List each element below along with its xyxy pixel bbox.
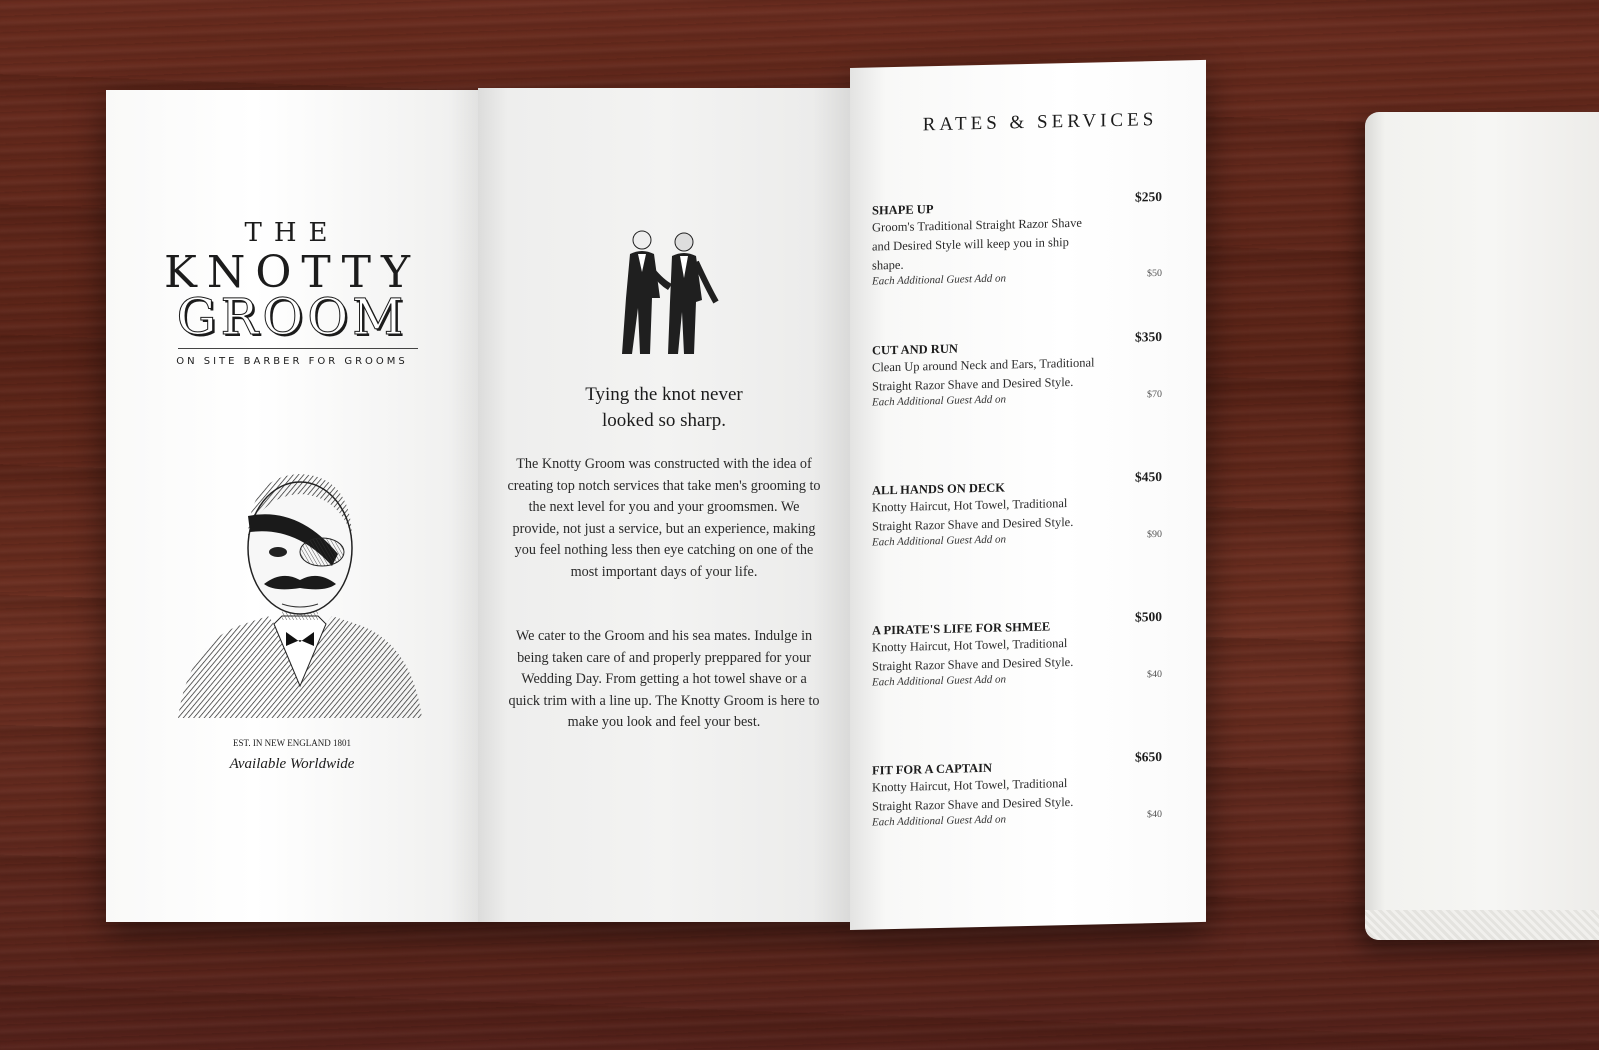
service-price: $500 [1135,608,1162,625]
headline-line2: looked so sharp. [601,410,726,431]
service-description: Knotty Haircut, Hot Towel, Traditional Straight Razor Shave and Desired Style. [872,496,1074,534]
service-addon-price: $40 [1147,808,1162,821]
service-item [872,608,1172,689]
brochure-rates-panel [850,60,1206,930]
handshake-illustration [612,228,722,356]
service-price: $350 [1135,328,1162,345]
service-description: Groom's Traditional Straight Razor Shave and Desired Style will keep you in ship shape. [872,215,1082,273]
service-name: A PIRATE'S LIFE FOR SHMEE [872,619,1051,638]
service-addon-price: $40 [1147,668,1162,681]
headline [538,382,790,434]
trifold-brochure [106,68,1226,930]
service-addon-label: Each Additional Guest Add on [872,272,1007,288]
portrait-illustration [178,456,422,726]
service-name: SHAPE UP [872,202,934,218]
logo-groom: GROOM [176,288,408,346]
service-addon-label: Each Additional Guest Add on [872,393,1007,409]
service-description: Knotty Haircut, Hot Towel, Traditional Straight Razor Shave and Desired Style. [872,776,1074,814]
service-item [872,328,1172,409]
availability-note: Available Worldwide [229,756,355,772]
about-paragraph-1: The Knotty Groom was constructed with the idea of creating top notch services that take men's grooming to the next level for you and your groomsmen. We provide, not just a service, but an experience, making you feel nothing less then eye catching on one of the most important days of your life. [507,456,821,580]
service-price: $250 [1135,188,1162,205]
service-name: CUT AND RUN [872,341,958,358]
service-addon-label: Each Additional Guest Add on [872,813,1007,829]
established-note: EST. IN NEW ENGLAND 1801 [233,738,351,748]
service-item [872,748,1172,829]
service-addon-price: $90 [1147,528,1162,541]
service-addon-label: Each Additional Guest Add on [872,533,1007,549]
service-addon-price: $50 [1147,267,1162,280]
service-price: $650 [1135,748,1162,765]
logo-divider [178,348,418,349]
service-name: ALL HANDS ON DECK [872,480,1006,498]
service-addon-label: Each Additional Guest Add on [872,673,1007,689]
brochure-cover-panel [106,90,478,922]
brochure-about-panel [478,88,850,922]
service-price: $450 [1135,468,1162,485]
service-item [872,188,1172,288]
headline-line1: Tying the knot never [585,384,743,405]
service-name: FIT FOR A CAPTAIN [872,760,993,778]
folded-towel [1365,112,1599,940]
service-addon-price: $70 [1147,388,1162,401]
logo-the: THE [244,218,340,248]
logo-knotty: KNOTTY [163,247,420,298]
service-description: Clean Up around Neck and Ears, Traditional Straight Razor Shave and Desired Style. [872,355,1095,394]
about-paragraph-2: We cater to the Groom and his sea mates. Indulge in being taken care of and properly preppared for your Wedding Day. From getting a hot towel shave or a quick trim with a line up. The Knotty Groom is here to make you look and feel your best. [508,628,820,730]
logo-tagline: ON SITE BARBER FOR GROOMS [176,356,408,367]
service-item [872,468,1172,549]
rates-title: RATES & SERVICES [922,109,1158,136]
service-description: Knotty Haircut, Hot Towel, Traditional Straight Razor Shave and Desired Style. [872,636,1074,674]
